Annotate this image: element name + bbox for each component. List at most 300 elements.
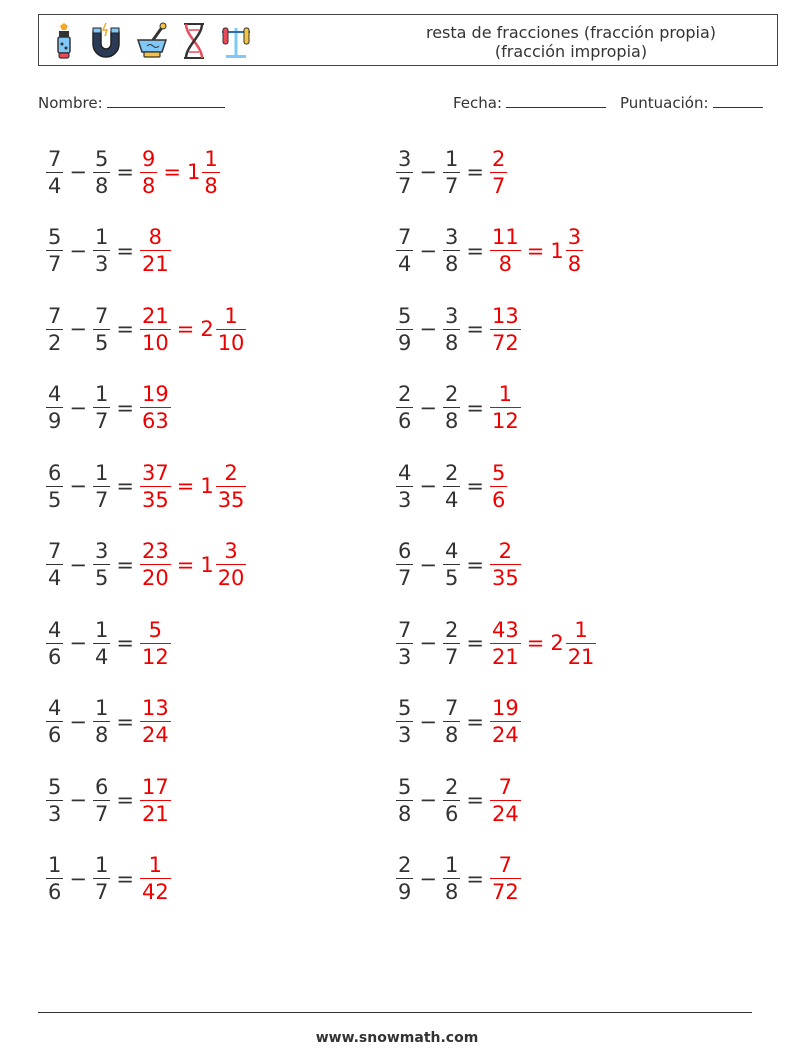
- numerator: 9: [141, 146, 156, 171]
- equals-sign: =: [116, 552, 134, 577]
- minus-sign: −: [69, 788, 87, 812]
- mixed-whole: 1: [186, 160, 201, 184]
- numerator: 2: [398, 853, 412, 877]
- mixed-whole: 2: [550, 631, 564, 655]
- numerator: 2: [444, 460, 459, 485]
- subtrahend-fraction: [93, 774, 110, 827]
- equals-sign: =: [466, 317, 484, 341]
- denominator: 42: [141, 880, 169, 904]
- problem-item: [396, 613, 596, 673]
- mixed-fraction: [216, 538, 247, 591]
- numerator: 7: [398, 225, 412, 249]
- minuend-fraction: [46, 381, 63, 434]
- numerator: 2: [444, 617, 459, 642]
- minuend-fraction: [46, 774, 63, 827]
- mixed-whole: 1: [200, 552, 214, 577]
- denominator: 2: [48, 330, 62, 355]
- numerator: 5: [398, 774, 412, 799]
- date-blank[interactable]: [506, 93, 606, 108]
- subtrahend-fraction: [443, 381, 460, 434]
- minus-sign: −: [419, 160, 437, 184]
- equals-sign: =: [176, 474, 195, 498]
- denominator: 8: [444, 330, 459, 355]
- denominator: 6: [48, 880, 62, 904]
- minus-sign: −: [419, 474, 437, 498]
- denominator: 21: [491, 644, 519, 669]
- denominator: 35: [491, 566, 519, 590]
- denominator: 7: [94, 880, 109, 904]
- numerator: 4: [48, 696, 62, 720]
- denominator: 24: [141, 723, 169, 747]
- problem-item: [46, 535, 246, 595]
- test-tubes-icon: [219, 22, 253, 60]
- answer-fraction: [490, 538, 521, 591]
- numerator: 6: [94, 774, 109, 799]
- numerator: 5: [398, 696, 412, 720]
- problem-item: [46, 770, 171, 830]
- answer-fraction: [490, 381, 521, 434]
- problem-item: [396, 378, 521, 438]
- name-field: [38, 93, 225, 112]
- mixed-fraction: [202, 146, 219, 199]
- problem-item: [46, 378, 171, 438]
- equals-sign: =: [116, 788, 134, 812]
- numerator: 21: [141, 303, 169, 328]
- numerator: 1: [94, 853, 109, 877]
- denominator: 63: [141, 409, 169, 433]
- problem-item: [46, 142, 220, 202]
- minus-sign: −: [69, 709, 87, 734]
- problem-item: [396, 535, 521, 595]
- subtrahend-fraction: [443, 538, 460, 591]
- minuend-fraction: [396, 460, 413, 513]
- problem-item: [396, 221, 583, 281]
- denominator: 7: [444, 644, 459, 669]
- subtrahend-fraction: [93, 695, 110, 748]
- answer: [490, 852, 521, 905]
- numerator: 7: [398, 617, 412, 642]
- problem-item: [46, 221, 171, 281]
- denominator: 7: [444, 173, 459, 198]
- equals-sign: =: [116, 866, 134, 891]
- denominator: 9: [398, 880, 412, 904]
- numerator: 7: [94, 303, 109, 328]
- minuend-fraction: [396, 146, 413, 199]
- numerator: 2: [498, 539, 513, 563]
- problem-item: [396, 770, 521, 830]
- numerator: 5: [48, 774, 62, 799]
- equals-sign: =: [116, 709, 134, 734]
- mixed-whole: 1: [550, 238, 564, 263]
- answer-fraction: [140, 774, 171, 827]
- subtrahend-fraction: [443, 852, 460, 905]
- equals-sign: =: [163, 160, 181, 184]
- numerator: 4: [48, 617, 62, 642]
- answer: [490, 617, 596, 670]
- denominator: 8: [444, 252, 459, 276]
- mortar-pestle-icon: [135, 22, 169, 60]
- numerator: 5: [398, 303, 412, 328]
- denominator: 21: [567, 644, 595, 669]
- name-label: Nombre:: [38, 94, 103, 112]
- numerator: 4: [398, 460, 412, 485]
- subtrahend-fraction: [443, 303, 460, 356]
- numerator: 1: [94, 696, 109, 720]
- minus-sign: −: [69, 631, 87, 655]
- numerator: 7: [48, 303, 62, 328]
- numerator: 2: [444, 382, 459, 406]
- answer-fraction: [140, 381, 171, 434]
- equals-sign: =: [176, 552, 195, 577]
- denominator: 3: [94, 252, 109, 276]
- denominator: 8: [204, 173, 218, 198]
- minuend-fraction: [396, 617, 413, 670]
- minuend-fraction: [46, 617, 63, 670]
- numerator: 4: [48, 382, 62, 406]
- header-icons: [51, 21, 253, 61]
- answer: [490, 146, 507, 199]
- minus-sign: −: [69, 552, 87, 577]
- equals-sign: =: [176, 317, 195, 341]
- numerator: 23: [141, 539, 169, 563]
- denominator: 8: [398, 801, 412, 826]
- subtrahend-fraction: [93, 617, 110, 670]
- numerator: 8: [148, 225, 163, 249]
- answer: [140, 460, 246, 513]
- problem-item: [396, 692, 521, 752]
- minuend-fraction: [46, 224, 63, 277]
- answer-fraction: [490, 224, 521, 277]
- answer: [490, 460, 507, 513]
- denominator: 24: [491, 723, 519, 747]
- subtrahend-fraction: [93, 224, 110, 277]
- mixed-fraction: [566, 224, 583, 277]
- subtrahend-fraction: [93, 460, 110, 513]
- problem-item: [396, 456, 507, 516]
- numerator: 19: [491, 696, 519, 720]
- subtrahend-fraction: [443, 146, 460, 199]
- minus-sign: −: [69, 160, 87, 184]
- problem-item: [46, 849, 171, 909]
- worksheet-title: resta de fracciones (fracción propia) (fracción impropia): [425, 23, 717, 61]
- denominator: 7: [398, 566, 412, 590]
- subtrahend-fraction: [443, 617, 460, 670]
- denominator: 7: [94, 801, 109, 826]
- answer-fraction: [490, 303, 521, 356]
- equals-sign: =: [466, 788, 484, 812]
- equals-sign: =: [466, 552, 484, 577]
- answer: [140, 303, 246, 356]
- numerator: 3: [444, 303, 459, 328]
- magnet-icon: [89, 22, 123, 60]
- denominator: 35: [141, 487, 169, 512]
- denominator: 6: [444, 801, 459, 826]
- equals-sign: =: [116, 631, 134, 655]
- numerator: 6: [398, 539, 412, 563]
- worksheet-header: [38, 14, 778, 66]
- answer-fraction: [140, 538, 171, 591]
- denominator: 5: [444, 566, 459, 590]
- subtrahend-fraction: [93, 852, 110, 905]
- denominator: 72: [491, 330, 519, 355]
- numerator: 7: [498, 853, 513, 877]
- numerator: 1: [94, 225, 109, 249]
- answer: [490, 695, 521, 748]
- denominator: 3: [398, 723, 412, 747]
- minus-sign: −: [419, 552, 437, 577]
- date-field: [453, 93, 606, 112]
- denominator: 9: [398, 330, 412, 355]
- numerator: 1: [148, 853, 163, 877]
- denominator: 20: [141, 566, 169, 590]
- minus-sign: −: [419, 238, 437, 263]
- numerator: 11: [491, 225, 519, 249]
- answer: [140, 538, 246, 591]
- minus-sign: −: [69, 317, 87, 341]
- subtrahend-fraction: [93, 381, 110, 434]
- denominator: 12: [141, 644, 169, 669]
- numerator: 2: [444, 774, 459, 799]
- numerator: 7: [48, 539, 62, 563]
- dna-icon: [181, 22, 207, 60]
- denominator: 7: [398, 173, 412, 198]
- subtrahend-fraction: [93, 146, 110, 199]
- answer: [140, 695, 171, 748]
- answer-fraction: [140, 303, 171, 356]
- denominator: 21: [141, 801, 169, 826]
- numerator: 1: [574, 617, 588, 642]
- equals-sign: =: [116, 160, 134, 184]
- numerator: 19: [141, 382, 169, 406]
- problem-item: [46, 299, 246, 359]
- minuend-fraction: [46, 852, 63, 905]
- denominator: 6: [48, 644, 62, 669]
- denominator: 5: [94, 330, 109, 355]
- denominator: 35: [217, 487, 245, 512]
- numerator: 7: [498, 774, 513, 799]
- numerator: 3: [94, 539, 109, 563]
- numerator: 17: [141, 774, 169, 799]
- denominator: 4: [48, 173, 62, 198]
- numerator: 43: [491, 617, 519, 642]
- answer-fraction: [490, 774, 521, 827]
- numerator: 4: [444, 539, 459, 563]
- numerator: 13: [491, 303, 519, 328]
- equals-sign: =: [116, 395, 134, 420]
- denominator: 8: [444, 723, 459, 747]
- score-label: Puntuación:: [620, 94, 709, 112]
- numerator: 1: [224, 303, 238, 328]
- subtrahend-fraction: [443, 774, 460, 827]
- minuend-fraction: [396, 224, 413, 277]
- equals-sign: =: [466, 474, 484, 498]
- minuend-fraction: [396, 774, 413, 827]
- denominator: 7: [94, 487, 109, 512]
- name-blank[interactable]: [107, 93, 225, 108]
- answer-fraction: [140, 460, 171, 513]
- denominator: 3: [398, 487, 412, 512]
- answer-fraction: [140, 146, 157, 199]
- answer: [140, 381, 171, 434]
- answer: [490, 303, 521, 356]
- denominator: 20: [217, 566, 245, 590]
- answer-fraction: [490, 460, 507, 513]
- minuend-fraction: [46, 460, 63, 513]
- equals-sign: =: [466, 709, 484, 734]
- numerator: 5: [94, 146, 109, 171]
- minuend-fraction: [46, 695, 63, 748]
- footer-divider: [38, 1012, 752, 1013]
- answer-fraction: [490, 146, 507, 199]
- denominator: 7: [48, 252, 62, 276]
- answer: [490, 774, 521, 827]
- numerator: 5: [148, 617, 163, 642]
- equals-sign: =: [116, 238, 134, 263]
- numerator: 6: [48, 460, 62, 485]
- equals-sign: =: [116, 474, 134, 498]
- denominator: 12: [491, 409, 519, 433]
- denominator: 8: [141, 173, 156, 198]
- denominator: 8: [567, 252, 582, 276]
- minuend-fraction: [396, 538, 413, 591]
- denominator: 6: [491, 487, 506, 512]
- minus-sign: −: [419, 631, 437, 655]
- answer-fraction: [140, 695, 171, 748]
- score-field: [620, 93, 763, 112]
- denominator: 10: [217, 330, 245, 355]
- mixed-whole: 2: [200, 317, 214, 341]
- equals-sign: =: [466, 866, 484, 891]
- minuend-fraction: [396, 381, 413, 434]
- numerator: 3: [224, 539, 238, 563]
- problem-item: [396, 299, 521, 359]
- numerator: 3: [398, 146, 412, 171]
- denominator: 4: [398, 252, 412, 276]
- answer: [490, 224, 583, 277]
- denominator: 4: [94, 644, 109, 669]
- answer: [490, 538, 521, 591]
- denominator: 7: [94, 409, 109, 433]
- subtrahend-fraction: [93, 303, 110, 356]
- minus-sign: −: [69, 395, 87, 420]
- minuend-fraction: [46, 538, 63, 591]
- mixed-fraction: [216, 303, 247, 356]
- minus-sign: −: [419, 317, 437, 341]
- denominator: 10: [141, 330, 169, 355]
- denominator: 6: [48, 723, 62, 747]
- numerator: 1: [94, 460, 109, 485]
- score-blank[interactable]: [713, 93, 763, 108]
- denominator: 8: [94, 723, 109, 747]
- numerator: 5: [48, 225, 62, 249]
- minus-sign: −: [419, 709, 437, 734]
- minus-sign: −: [69, 474, 87, 498]
- numerator: 3: [444, 225, 459, 249]
- numerator: 37: [141, 460, 169, 485]
- numerator: 3: [567, 225, 582, 249]
- problem-item: [46, 613, 171, 673]
- denominator: 5: [48, 487, 62, 512]
- numerator: 1: [204, 146, 218, 171]
- equals-sign: =: [116, 317, 134, 341]
- answer: [140, 224, 171, 277]
- denominator: 7: [491, 173, 506, 198]
- problem-item: [46, 692, 171, 752]
- subtrahend-fraction: [443, 695, 460, 748]
- numerator: 5: [491, 460, 506, 485]
- answer-fraction: [140, 852, 171, 905]
- denominator: 8: [498, 252, 513, 276]
- answer-fraction: [140, 617, 171, 670]
- denominator: 9: [48, 409, 62, 433]
- subtrahend-fraction: [443, 460, 460, 513]
- numerator: 1: [498, 382, 513, 406]
- denominator: 21: [141, 252, 169, 276]
- numerator: 13: [141, 696, 169, 720]
- answer: [140, 852, 171, 905]
- numerator: 7: [444, 696, 459, 720]
- equals-sign: =: [466, 160, 484, 184]
- numerator: 1: [444, 853, 459, 877]
- numerator: 2: [491, 146, 506, 171]
- minuend-fraction: [46, 303, 63, 356]
- answer-fraction: [490, 617, 521, 670]
- equals-sign: =: [526, 631, 545, 655]
- mixed-fraction: [566, 617, 597, 670]
- denominator: 8: [444, 409, 459, 433]
- minuend-fraction: [46, 146, 63, 199]
- denominator: 6: [398, 409, 412, 433]
- minus-sign: −: [69, 238, 87, 263]
- minus-sign: −: [419, 788, 437, 812]
- denominator: 8: [94, 173, 109, 198]
- answer: [140, 617, 171, 670]
- equals-sign: =: [466, 395, 484, 420]
- denominator: 24: [491, 801, 519, 826]
- answer-fraction: [140, 224, 171, 277]
- numerator: 7: [48, 146, 62, 171]
- subtrahend-fraction: [93, 538, 110, 591]
- minus-sign: −: [69, 866, 87, 891]
- problem-item: [396, 849, 521, 909]
- numerator: 1: [444, 146, 459, 171]
- answer: [140, 146, 220, 199]
- numerator: 1: [94, 617, 109, 642]
- problem-item: [396, 142, 507, 202]
- denominator: 3: [48, 801, 62, 826]
- denominator: 4: [444, 487, 459, 512]
- numerator: 2: [224, 460, 238, 485]
- denominator: 4: [48, 566, 62, 590]
- subtrahend-fraction: [443, 224, 460, 277]
- equals-sign: =: [466, 631, 484, 655]
- minuend-fraction: [396, 852, 413, 905]
- minus-sign: −: [419, 866, 437, 891]
- numerator: 2: [398, 382, 412, 406]
- numerator: 1: [48, 853, 62, 877]
- denominator: 5: [94, 566, 109, 590]
- denominator: 72: [491, 880, 519, 904]
- problem-item: [46, 456, 246, 516]
- minus-sign: −: [419, 395, 437, 420]
- footer-url: www.snowmath.com: [315, 1030, 479, 1046]
- denominator: 8: [444, 880, 459, 904]
- equals-sign: =: [526, 238, 545, 263]
- mixed-fraction: [216, 460, 247, 513]
- minuend-fraction: [396, 695, 413, 748]
- answer: [140, 774, 171, 827]
- mixed-whole: 1: [200, 474, 214, 498]
